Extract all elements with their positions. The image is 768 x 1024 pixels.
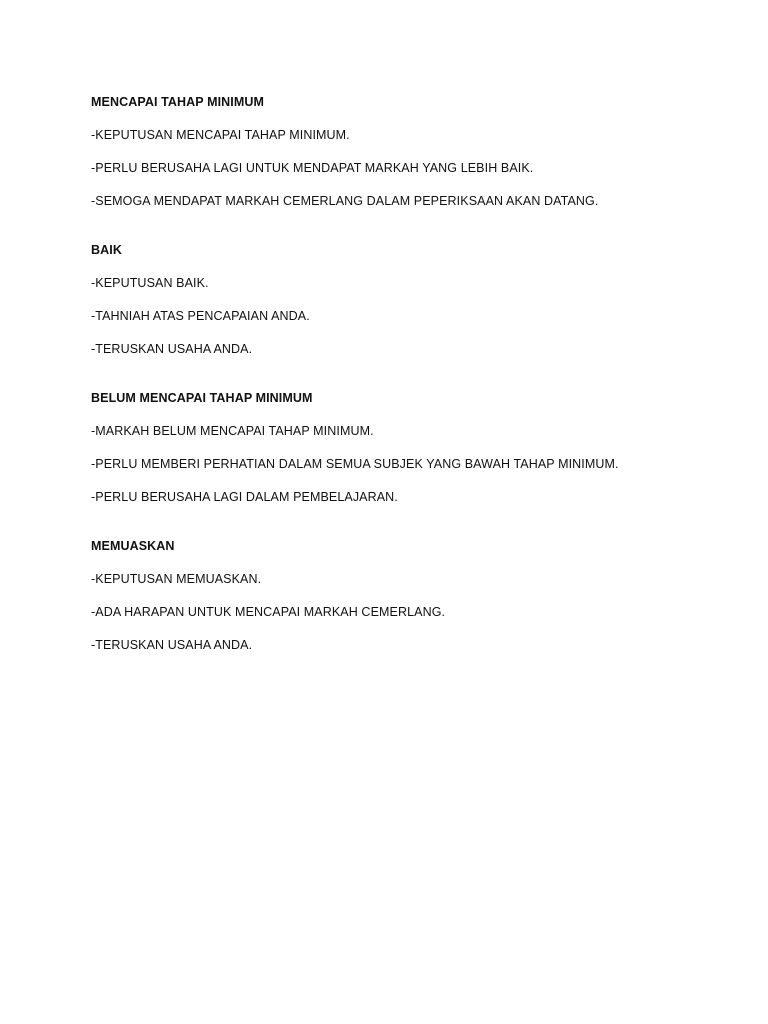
section-line: -KEPUTUSAN BAIK. [91, 276, 209, 290]
section-mencapai-tahap-minimum [91, 94, 731, 209]
section-line: -ADA HARAPAN UNTUK MENCAPAI MARKAH CEMERLANG. [91, 605, 446, 619]
section-line: -PERLU BERUSAHA LAGI DALAM PEMBELAJARAN. [91, 490, 398, 504]
section-line: -PERLU MEMBERI PERHATIAN DALAM SEMUA SUBJEK YANG BAWAH TAHAP MINIMUM. [91, 457, 619, 471]
section-heading: MENCAPAI TAHAP MINIMUM [91, 95, 265, 109]
document-body [91, 94, 731, 686]
section-line: -KEPUTUSAN MENCAPAI TAHAP MINIMUM. [91, 128, 350, 142]
section-line: -TERUSKAN USAHA ANDA. [91, 342, 253, 356]
section-line: -PERLU BERUSAHA LAGI UNTUK MENDAPAT MARKAH YANG LEBIH BAIK. [91, 161, 534, 175]
section-heading: MEMUASKAN [91, 539, 175, 553]
section-line: -MARKAH BELUM MENCAPAI TAHAP MINIMUM. [91, 424, 374, 438]
section-heading: BELUM MENCAPAI TAHAP MINIMUM [91, 391, 313, 405]
section-line: -TAHNIAH ATAS PENCAPAIAN ANDA. [91, 309, 310, 323]
section-line: -TERUSKAN USAHA ANDA. [91, 638, 253, 652]
section-baik [91, 242, 731, 357]
section-line: -SEMOGA MENDAPAT MARKAH CEMERLANG DALAM PEPERIKSAAN AKAN DATANG. [91, 194, 599, 208]
section-belum-mencapai-tahap-minimum [91, 390, 731, 505]
section-line: -KEPUTUSAN MEMUASKAN. [91, 572, 262, 586]
section-heading: BAIK [91, 243, 122, 257]
section-memuaskan [91, 538, 731, 653]
